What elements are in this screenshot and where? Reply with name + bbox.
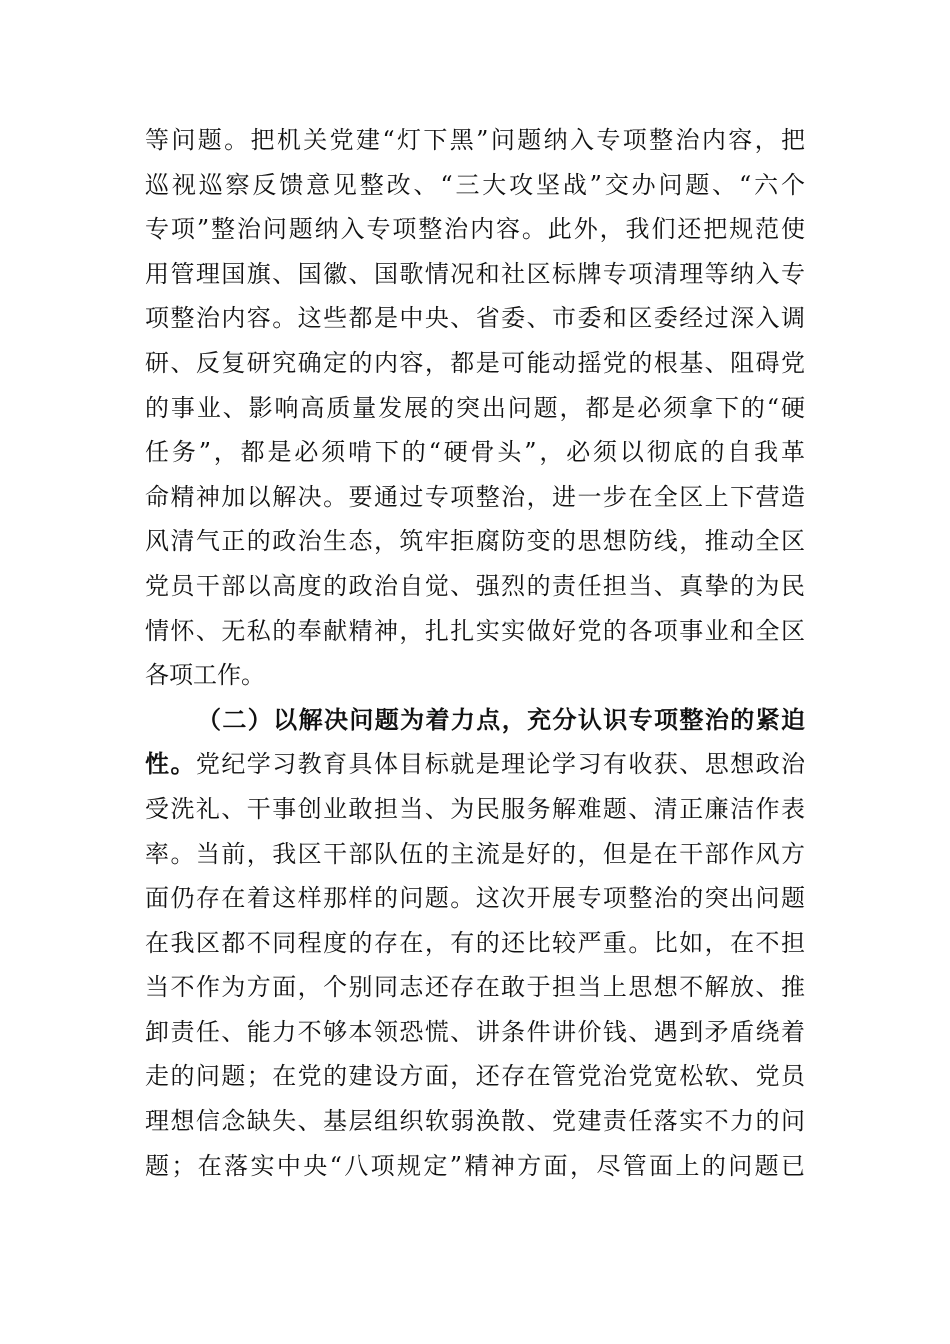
text-line: 命精神加以解决。要通过专项整治，进一步在全区上下营造 (145, 482, 805, 511)
text-line: 用管理国旗、国徽、国歌情况和社区标牌专项清理等纳入专 (145, 259, 805, 288)
line-text: 党纪学习教育具体目标就是理论学习有收获、思想政治 (195, 750, 805, 779)
paragraph-2 (145, 698, 805, 1189)
section-heading-line (145, 698, 805, 743)
text-line (145, 742, 805, 787)
text-line: 党员干部以高度的政治自觉、强烈的责任担当、真挚的为民 (145, 571, 805, 600)
text-line: 巡视巡察反馈意见整改、“三大攻坚战”交办问题、“六个 (145, 170, 805, 199)
text-line: 走的问题；在党的建设方面，还存在管党治党宽松软、党员 (145, 1062, 805, 1091)
text-line: 卸责任、能力不够本领恐慌、讲条件讲价钱、遇到矛盾绕着 (145, 1017, 805, 1046)
paragraph-1 (145, 118, 805, 698)
text-line: 各项工作。 (145, 661, 265, 690)
text-line: 在我区都不同程度的存在，有的还比较严重。比如，在不担 (145, 928, 805, 957)
text-line: 的事业、影响高质量发展的突出问题，都是必须拿下的“硬 (145, 393, 805, 422)
text-line: 研、反复研究确定的内容，都是可能动摇党的根基、阻碍党 (145, 348, 805, 377)
text-line: 面仍存在着这样那样的问题。这次开展专项整治的突出问题 (145, 884, 805, 913)
text-line: 理想信念缺失、基层组织软弱涣散、党建责任落实不力的问 (145, 1107, 805, 1136)
text-line: 情怀、无私的奉献精神，扎扎实实做好党的各项事业和全区 (145, 616, 805, 645)
text-line: 任务”，都是必须啃下的“硬骨头”，必须以彻底的自我革 (145, 438, 805, 467)
text-line: 等问题。把机关党建“灯下黑”问题纳入专项整治内容，把 (145, 126, 805, 154)
text-line: 专项”整治问题纳入专项整治内容。此外，我们还把规范使 (145, 215, 805, 244)
text-line: 受洗礼、干事创业敢担当、为民服务解难题、清正廉洁作表 (145, 794, 805, 823)
document-body (145, 118, 805, 1188)
text-line: 风清气正的政治生态，筑牢拒腐防变的思想防线，推动全区 (145, 527, 805, 556)
text-line: 当不作为方面，个别同志还存在敢于担当上思想不解放、推 (145, 973, 805, 1002)
text-line: 题；在落实中央“八项规定”精神方面，尽管面上的问题已 (145, 1151, 805, 1180)
section-heading-end: 性。 (145, 749, 196, 779)
text-line: 率。当前，我区干部队伍的主流是好的，但是在干部作风方 (145, 839, 805, 868)
section-heading: （二）以解决问题为着力点，充分认识专项整治的紧迫 (197, 704, 805, 734)
text-line: 项整治内容。这些都是中央、省委、市委和区委经过深入调 (145, 304, 805, 333)
